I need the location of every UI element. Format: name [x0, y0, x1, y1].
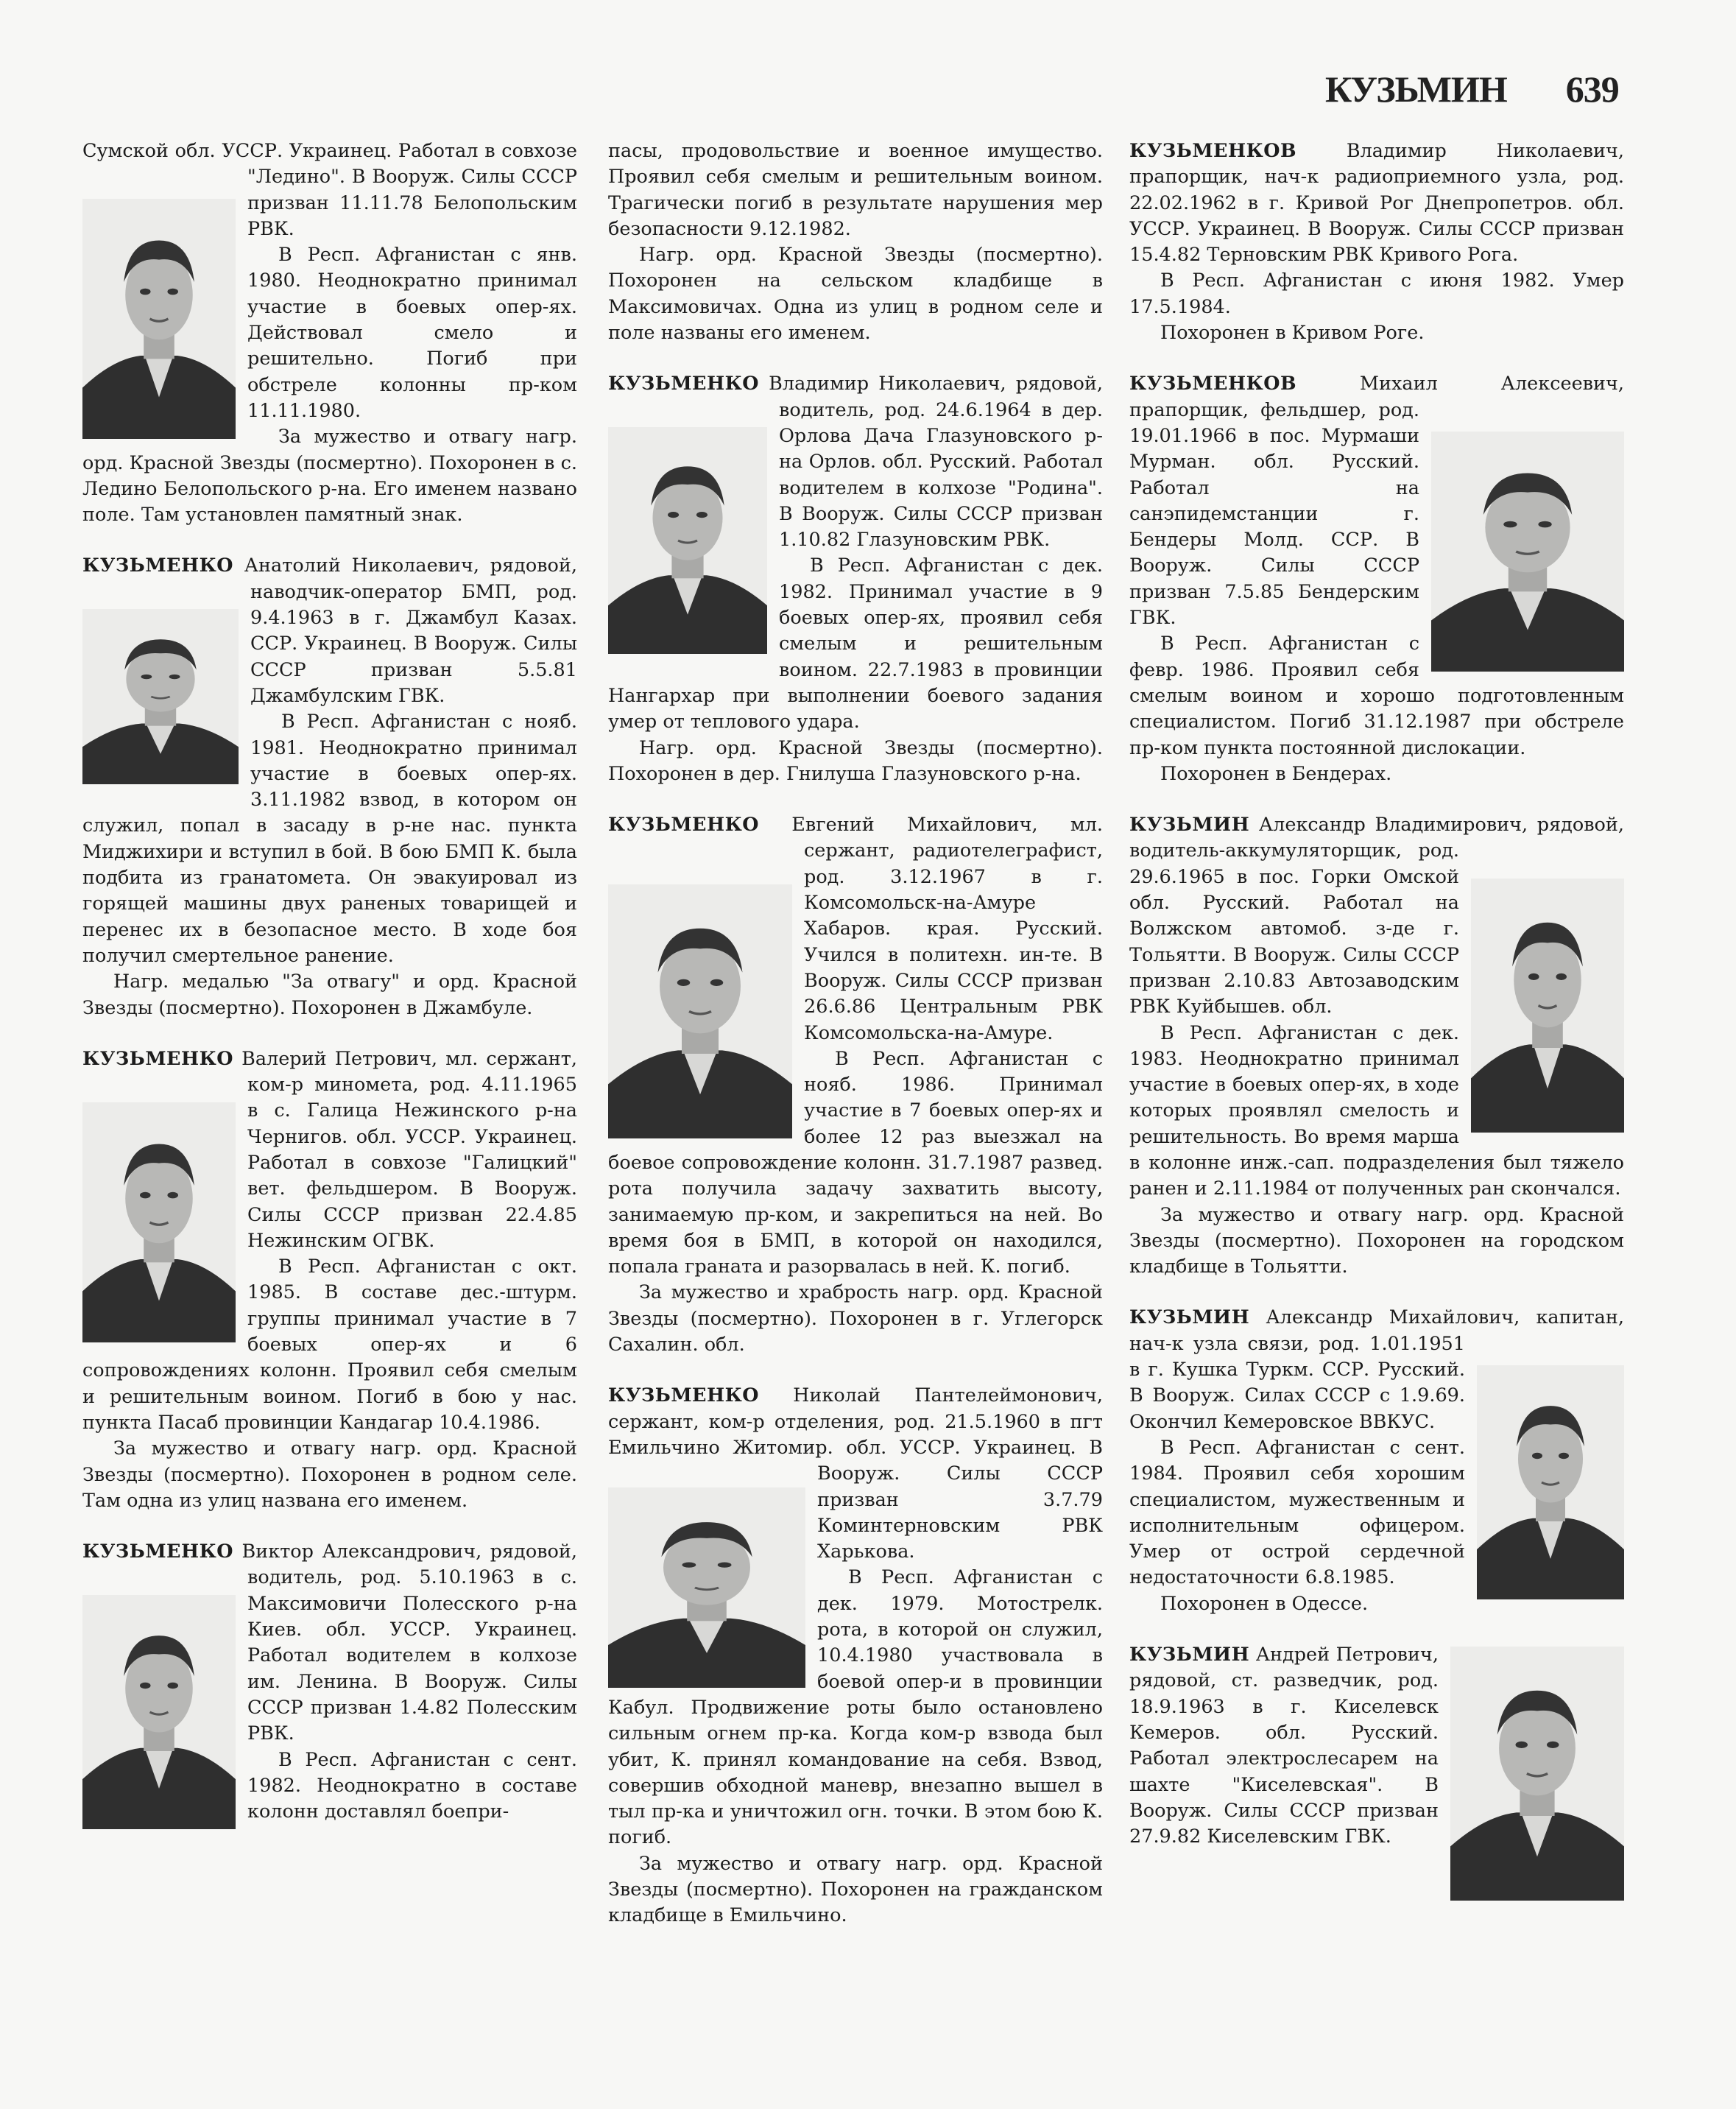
paragraph: Николай Пантелеймонович, сержант, ком-р отделения, род. 21.5.1960 в пгт Емильчино Житомир. обл. УССР. Украинец. В Вооруж. Силы СССР призван 3.7.79 Коминтерновским РВК Харькова.: [608, 1384, 1103, 1563]
running-header: [1325, 68, 1619, 110]
entry-surname: КУЗЬМИН: [1129, 1306, 1250, 1329]
paragraph: Нагр. орд. Красной Звезды (посмертно). Похоронен в дер. Гнилуша Глазуновского р-на.: [608, 736, 1103, 785]
page-number: 639: [1565, 68, 1619, 110]
paragraph: За мужество и отвагу нагр. орд. Красной Звезды (посмертно). Похоронен в с. Ледино Белопольского р-на. Его именем названо поле. Там установлен памятный знак.: [82, 426, 577, 527]
entry-continuation: [608, 138, 1103, 346]
portrait-photo: [1450, 1647, 1624, 1901]
paragraph: За мужество и храбрость нагр. орд. Красной Звезды (посмертно). Похоронен в г. Углегорск Сахалин. обл.: [608, 1281, 1103, 1356]
entry-kuzmin-andrey: [1129, 1642, 1624, 1905]
entry-surname: КУЗЬМЕНКО: [82, 554, 233, 577]
entry-kuzmenkov-mikhail: [1129, 371, 1624, 787]
paragraph: Валерий Петрович, мл. сержант, ком-р миномета, род. 4.11.1965 в с. Галица Нежинского р-на Чернигов. обл. УССР. Украинец. Работал в совхозе "Галицкий" вет. фельдшером. В Вооруж. Силы СССР призван 22.4.85 Нежинским ОГВК.: [233, 1047, 577, 1252]
paragraph: За мужество и отвагу нагр. орд. Красной Звезды (посмертно). Похоронен в родном селе. Там одна из улиц названа его именем.: [82, 1437, 577, 1512]
paragraph: Нагр. медалью "За отвагу" и орд. Красной Звезды (посмертно). Похоронен в Джамбуле.: [82, 971, 577, 1019]
column-1: [82, 138, 577, 1859]
paragraph: В Респ. Афганистан с нояб. 1986. Принимал участие в 7 боевых опер-ях и более 12 раз выезжал на боевое сопровождение колонн. 31.7.1987 развед. рота получила задачу захватить высоту, занимаемую пр-ком, и закрепиться на ней. Во время боя в БМП, в которой он находился, попала граната и разорвалась в ней. К. погиб.: [608, 1047, 1103, 1278]
paragraph: В Респ. Афганистан с дек. 1982. Принимал участие в 9 боевых опер-ях, проявил себя смелым и решительным воином. 22.7.1983 в провинции Нангархар при выполнении боевого задания умер от теплового удара.: [608, 554, 1103, 733]
paragraph: В Респ. Афганистан с дек. 1983. Неоднократно принимал участие в боевых опер-ях, в ходе которых проявлял смелость и решительность. Во время марша в колонне инж.-сап. подразделения был тяжело ранен и 2.11.1984 от полученных ран скончался.: [1129, 1021, 1624, 1200]
entry-surname: КУЗЬМИН: [1129, 1644, 1250, 1666]
portrait-photo: [82, 1595, 236, 1829]
paragraph: Александр Михайлович, капитан, нач-к узла связи, род. 1.01.1951 в г. Кушка Туркм. ССР. Русский. В Вооруж. Силах СССР с 1.9.69. Окончил Кемеровское ВВКУС.: [1129, 1306, 1624, 1433]
entry-kuzmenko-nikolay: [608, 1383, 1103, 1929]
paragraph: В Респ. Афганистан с сент. 1982. Неоднократно в составе колонн доставлял боепри-: [247, 1748, 577, 1823]
paragraph: В Респ. Афганистан с дек. 1979. Мотострелк. рота, в которой он служил, 10.4.1980 участвовала в боевой опер-и в провинции Кабул. Продвижение роты было остановлено сильным огнем пр-ка. Когда ком-р взвода был убит, К. принял командование на себя. Взвод, совершив обходной маневр, внезапно вышел в тыл пр-ка и уничтожил огн. точки. В этом бою К. погиб.: [608, 1566, 1103, 1849]
entry-surname: КУЗЬМЕНКОВ: [1129, 373, 1297, 395]
entry-kuzmenkov-vladimir: [1129, 138, 1624, 346]
portrait-photo: [608, 427, 767, 654]
entry-kuzmenko-evgeny: [608, 812, 1103, 1358]
portrait-photo: [1431, 432, 1624, 672]
paragraph: Михаил Алексеевич, прапорщик, фельдшер, род. 19.01.1966 в пос. Мурмаши Мурман. обл. Русский. Работал на санэпидемстанции г. Бендеры Молд. ССР. В Вооруж. Силы СССР призван 7.5.85 Бендерским ГВК.: [1129, 373, 1624, 630]
entry-surname: КУЗЬМЕНКО: [82, 1541, 233, 1563]
portrait-photo: [1477, 1365, 1624, 1599]
paragraph: Нагр. орд. Красной Звезды (посмертно). Похоронен на сельском кладбище в Максимовичах. Одна из улиц в родном селе и поле названы его именем.: [608, 244, 1103, 345]
paragraph: Похоронен в Кривом Роге.: [1160, 322, 1425, 345]
entry-surname: КУЗЬМЕНКО: [82, 1047, 233, 1070]
paragraph: В Респ. Афганистан с окт. 1985. В составе дес.-штурм. группы принимал участие в 7 боевых опер-ях и 6 сопровождениях колонн. Проявил себя смелым и решительным воином. Погиб в бою у нас. пункта Пасаб провинции Кандагар 10.4.1986.: [82, 1256, 577, 1434]
entry-continuation: [82, 138, 577, 528]
portrait-photo: [82, 199, 236, 439]
portrait-photo: [82, 1102, 236, 1342]
entry-surname: КУЗЬМИН: [1129, 814, 1250, 837]
entry-surname: КУЗЬМЕНКО: [608, 814, 759, 837]
paragraph: Похоронен в Бендерах.: [1160, 762, 1392, 785]
paragraph: Владимир Николаевич, рядовой, водитель, род. 24.6.1964 в дер. Орлова Дача Глазуновского р-на Орлов. обл. Русский. Работал водителем в колхозе "Родина". В Вооруж. Силы СССР призван 1.10.82 Глазуновским РВК.: [759, 373, 1103, 552]
paragraph: Александр Владимирович, рядовой, водитель-аккумуляторщик, род. 29.6.1965 в пос. Горки Омской обл. Русский. Работал на Волжском автомоб. з-де г. Тольятти. В Вооруж. Силы СССР призван 2.10.83 Автозаводским РВК Куйбышев. обл.: [1129, 814, 1624, 1018]
paragraph: За мужество и отвагу нагр. орд. Красной Звезды (посмертно). Похоронен на гражданском кладбище в Емильчино.: [608, 1852, 1103, 1927]
paragraph: Евгений Михайлович, мл. сержант, радиотелеграфист, род. 3.12.1967 в г. Комсомольск-на-Амуре Хабаров. края. Русский. Учился в политехн. ин-те. В Вооруж. Силы СССР призван 26.6.86 Центральным РВК Комсомольска-на-Амуре.: [759, 814, 1103, 1044]
entry-kuzmin-aleksandr-vladimirovich: [1129, 812, 1624, 1280]
paragraph: Виктор Александрович, рядовой, водитель, род. 5.10.1963 в с. Максимовичи Полесского р-на Киев. обл. УССР. Украинец. Работал водителем в колхозе им. Ленина. В Вооруж. Силы СССР призван 1.4.82 Полесским РВК.: [233, 1541, 577, 1745]
paragraph: В Респ. Афганистан с июня 1982. Умер 17.5.1984.: [1129, 270, 1624, 318]
entry-surname: КУЗЬМЕНКО: [608, 373, 759, 395]
paragraph: Анатолий Николаевич, рядовой, наводчик-оператор БМП, род. 9.4.1963 в г. Джамбул Казах. ССР. Украинец. В Вооруж. Силы СССР призван 5.5.81 Джамбулским ГВК.: [233, 554, 577, 707]
entry-kuzmenko-vladimir: [608, 371, 1103, 787]
paragraph: За мужество и отвагу нагр. орд. Красной Звезды (посмертно). Похоронен на городском кладбище в Тольятти.: [1129, 1203, 1624, 1278]
entry-kuzmenko-anatoly: [82, 553, 577, 1021]
paragraph: В Респ. Афганистан с февр. 1986. Проявил себя смелым воином и хорошо подготовленным специалистом. Погиб 31.12.1987 при обстреле пр-ком пункта постоянной дислокации.: [1129, 633, 1624, 759]
column-2: [608, 138, 1103, 1954]
paragraph: Сумской обл. УССР. Украинец. Работал в совхозе "Ледино". В Вооруж. Силы СССР призван 11.11.78 Белопольским РВК.: [82, 140, 577, 240]
paragraph: пасы, продовольствие и военное имущество. Проявил себя смелым и решительным воином. Трагически погиб в результате нарушения мер безопасности 9.12.1982.: [608, 140, 1103, 240]
portrait-photo: [608, 1487, 805, 1688]
portrait-photo: [1471, 879, 1624, 1133]
paragraph: Владимир Николаевич, прапорщик, нач-к радиоприемного узла, род. 22.02.1962 в г. Кривой Рог Днепропетров. обл. УССР. Украинец. В Вооруж. Силы СССР призван 15.4.82 Терновским РВК Кривого Рога.: [1129, 140, 1624, 267]
entry-kuzmenko-valery: [82, 1046, 577, 1514]
entry-kuzmenko-viktor: [82, 1539, 577, 1834]
entry-surname: КУЗЬМЕНКОВ: [1129, 140, 1297, 162]
paragraph: Похоронен в Одессе.: [1160, 1592, 1369, 1615]
paragraph: В Респ. Афганистан с янв. 1980. Неоднократно принимал участие в боевых опер-ях. Действовал смело и решительно. Погиб при обстреле колонны пр-ком 11.11.1980.: [247, 244, 577, 422]
portrait-photo: [608, 884, 792, 1138]
paragraph: Андрей Петрович, рядовой, ст. разведчик, род. 18.9.1963 в г. Киселевск Кемеров. обл. Русский. Работал электрослесарем на шахте "Киселевская". В Вооруж. Силы СССР призван 27.9.82 Киселевским ГВК.: [1129, 1644, 1439, 1848]
entry-surname: КУЗЬМЕНКО: [608, 1384, 759, 1407]
entry-kuzmin-aleksandr-mikhailovich: [1129, 1305, 1624, 1617]
paragraph: В Респ. Афганистан с нояб. 1981. Неоднократно принимал участие в боевых опер-ях. 3.11.1982 взвод, в котором он служил, попал в засаду в р-не нас. пункта Миджихири и вступил в бой. В бою БМП К. была подбита из гранатомета. Он эвакуировал из горящей машины двух раненых товарищей и перенес их в безопасное место. В ходе боя получил смертельное ранение.: [82, 711, 577, 967]
portrait-photo: [82, 609, 239, 784]
column-3: [1129, 138, 1624, 1930]
header-title: КУЗЬМИН: [1325, 68, 1507, 110]
paragraph: В Респ. Афганистан с сент. 1984. Проявил себя хорошим специалистом, мужественным и исполнительным офицером. Умер от острой сердечной недостаточности 6.8.1985.: [1129, 1436, 1465, 1589]
